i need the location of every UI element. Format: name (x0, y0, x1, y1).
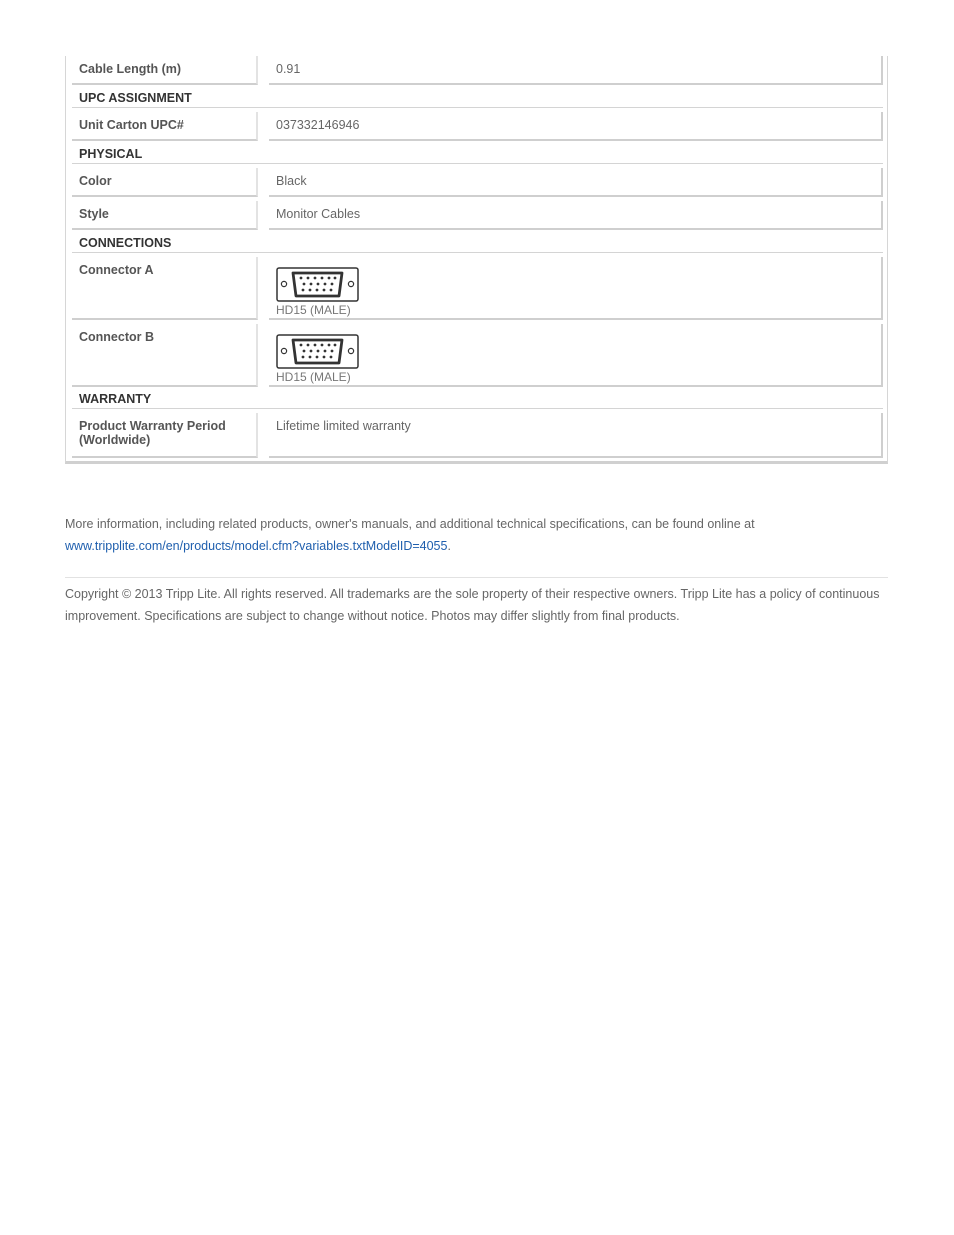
spec-label: Connector A (72, 257, 258, 320)
connector-figure (276, 334, 366, 384)
spec-label: Style (72, 201, 258, 230)
spec-label: Color (72, 168, 258, 197)
hd15-connector-icon (276, 334, 360, 370)
spec-row-connector-a (72, 257, 883, 320)
spec-value-connector (269, 324, 883, 387)
spec-table (65, 56, 888, 464)
section-header-connections: CONNECTIONS (72, 231, 883, 253)
spec-row-color (72, 168, 883, 197)
spec-label: Cable Length (m) (72, 56, 258, 85)
section-header-upc: UPC ASSIGNMENT (72, 86, 883, 108)
spec-row-connector-b (72, 324, 883, 387)
spec-row-style (72, 201, 883, 230)
spec-row-warranty-period (72, 413, 883, 458)
footer-divider (65, 577, 888, 578)
hd15-connector-icon (276, 267, 360, 303)
product-page-link[interactable]: www.tripplite.com/en/products/model.cfm?variables.txtModelID=4055 (65, 539, 448, 553)
connector-caption: HD15 (MALE) (276, 370, 351, 384)
spec-value: Monitor Cables (269, 201, 883, 230)
spec-label: Connector B (72, 324, 258, 387)
spec-value: Black (269, 168, 883, 197)
spec-value: 037332146946 (269, 112, 883, 141)
connector-caption: HD15 (MALE) (276, 303, 351, 317)
link-suffix: . (447, 539, 451, 553)
spec-row-cable-length (72, 56, 883, 85)
spec-value: 0.91 (269, 56, 883, 85)
spec-value: Lifetime limited warranty (269, 413, 883, 458)
more-info-sentence: More information, including related products, owner's manuals, and additional technical specifications, can be found online at (65, 517, 755, 531)
copyright-notice: Copyright © 2013 Tripp Lite. All rights reserved. All trademarks are the sole property of their respective owners. Tripp Lite has a policy of continuous improvement. Specifications are subject to change without notice. Photos may differ slightly from final products. (65, 587, 880, 623)
spec-label: Unit Carton UPC# (72, 112, 258, 141)
spec-row-unit-carton-upc (72, 112, 883, 141)
section-header-physical: PHYSICAL (72, 142, 883, 164)
spec-label: Product Warranty Period (Worldwide) (72, 413, 258, 458)
section-header-warranty: WARRANTY (72, 387, 883, 409)
more-info-text (65, 513, 888, 557)
connector-figure (276, 267, 366, 317)
spec-value-connector (269, 257, 883, 320)
